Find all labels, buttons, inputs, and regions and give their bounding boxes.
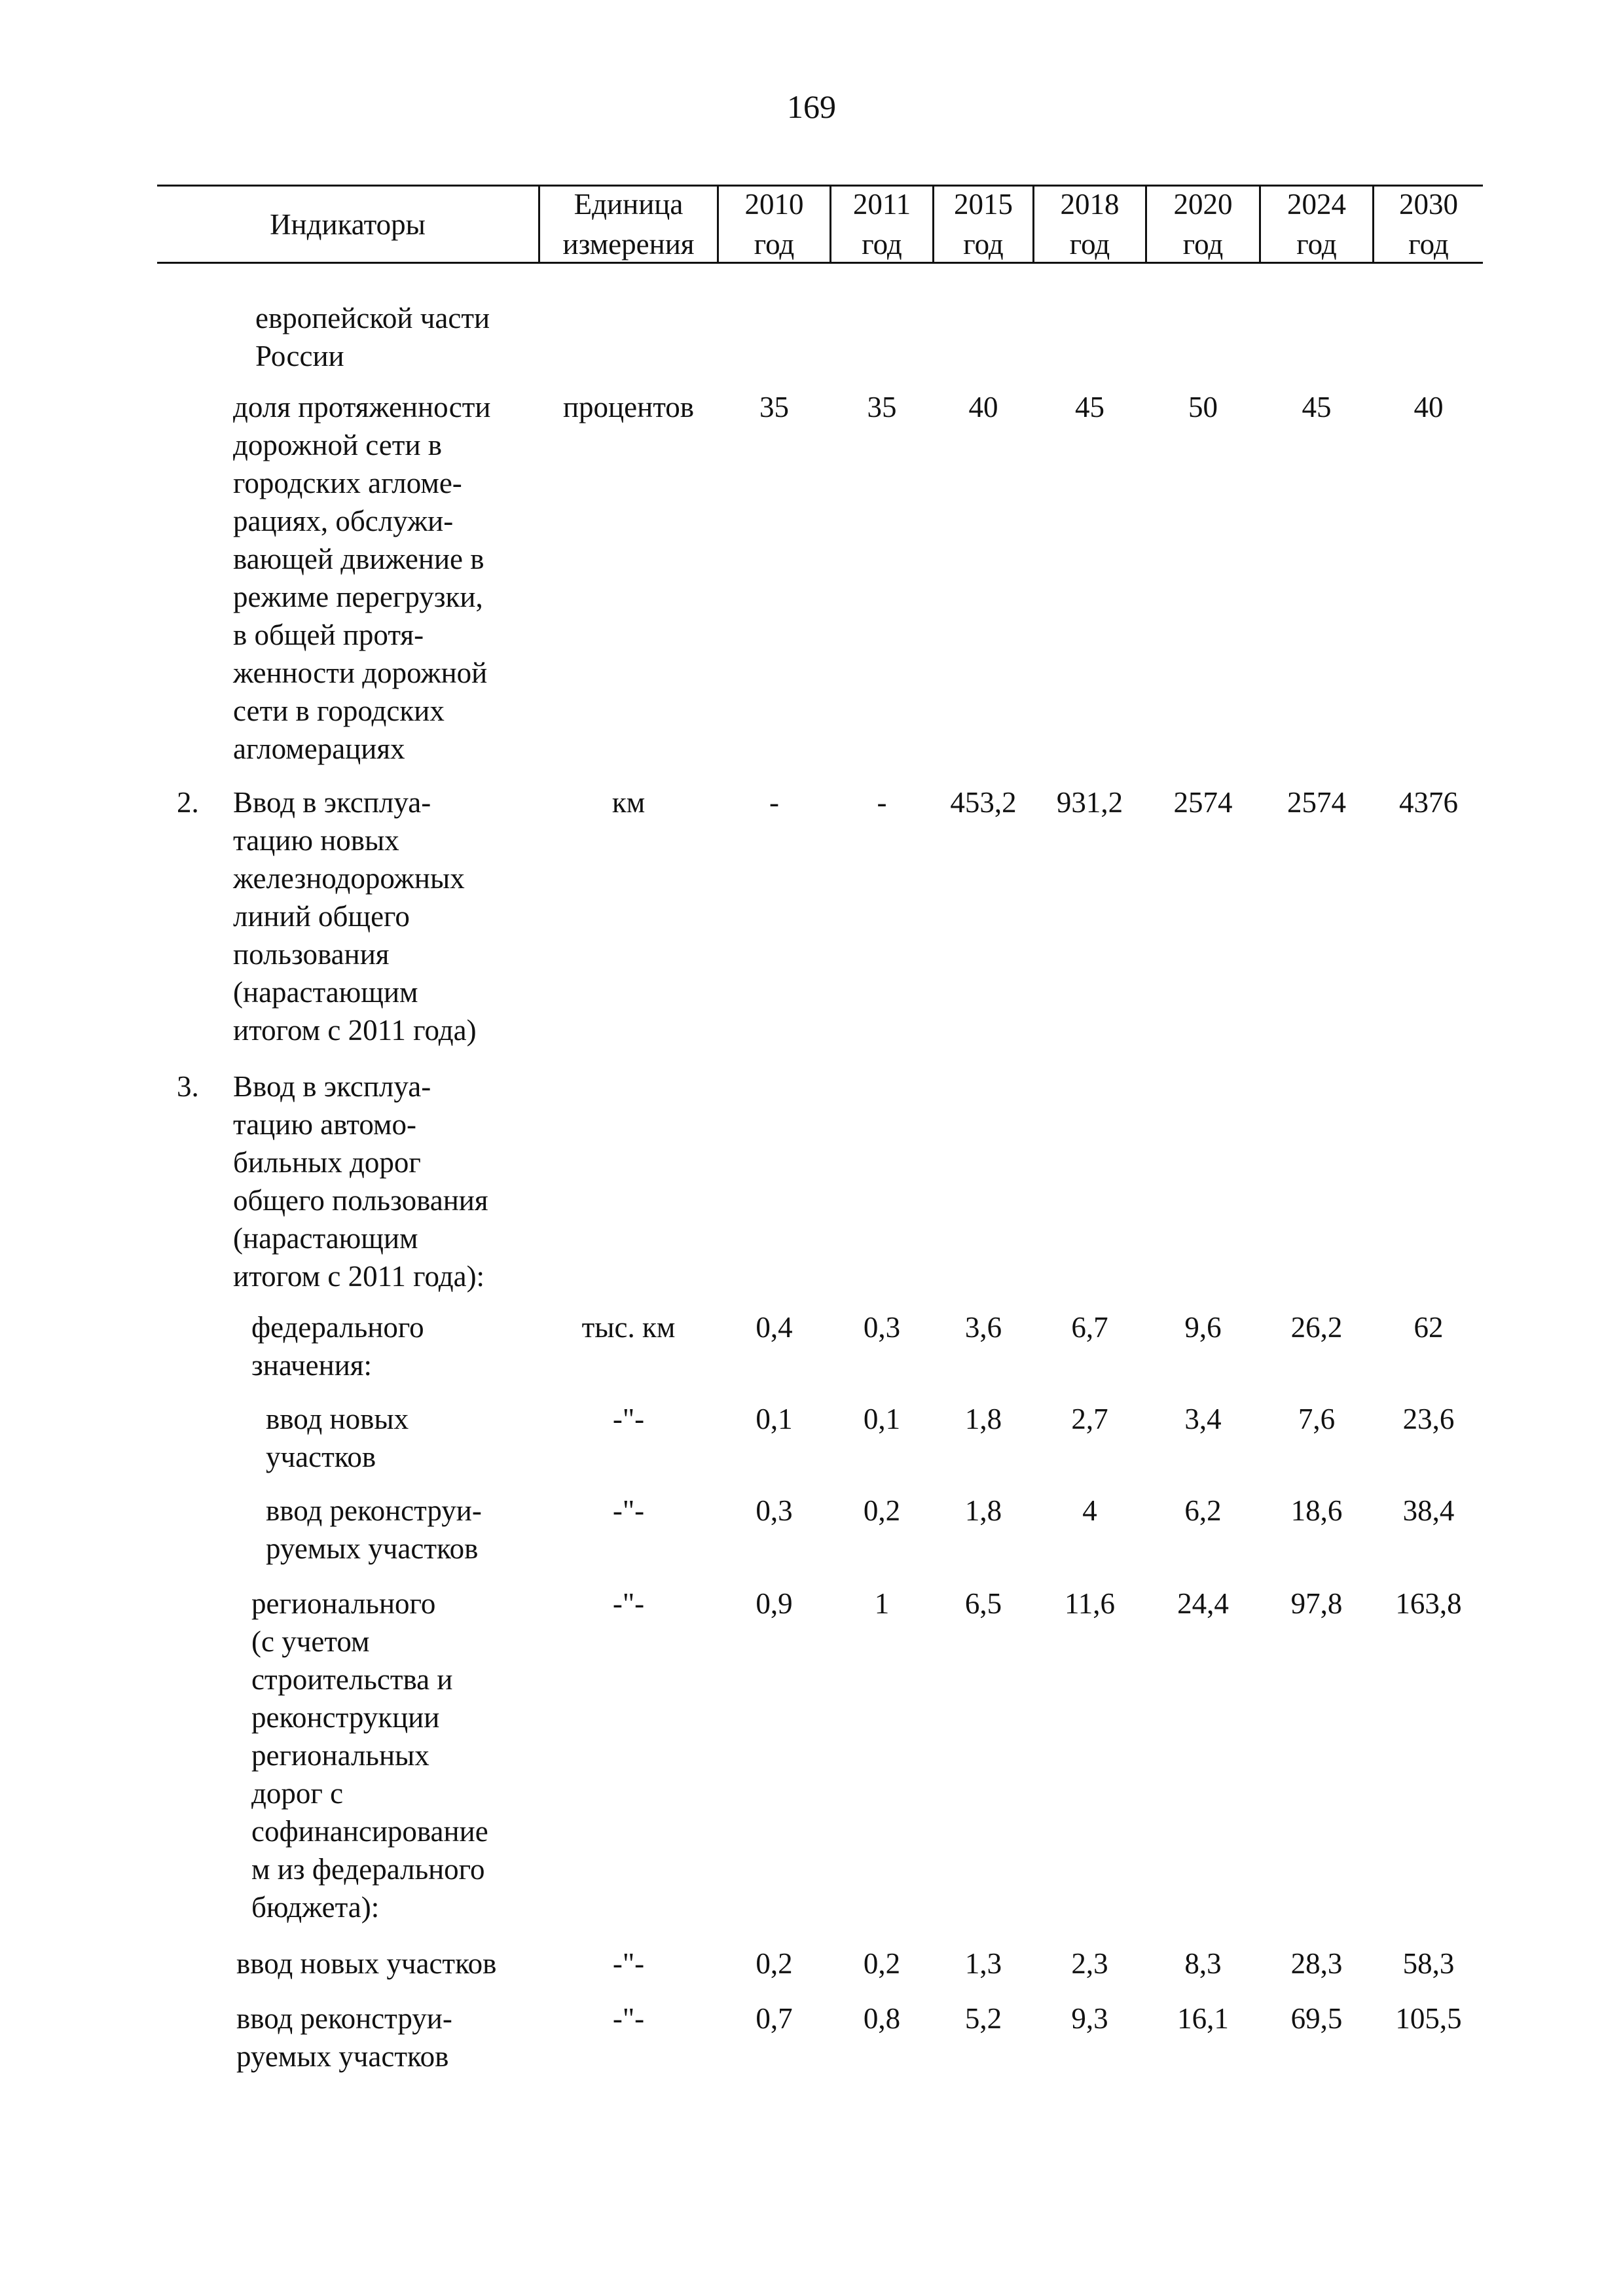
table-row-unit: тыс. км (581, 1311, 676, 1344)
table-row-label: ввод реконструи- руемых участков (266, 1494, 482, 1565)
table-cell: 8,3 (1184, 1947, 1222, 1980)
table-cell: 24,4 (1177, 1587, 1229, 1620)
table-row-label: доля протяженности дорожной сети в городских агломе- рациях, обслужи- вающей движение в режиме перегрузки, в общей протя- женности дорожной сети в городских агломерациях (233, 391, 491, 765)
table-cell: 38,4 (1402, 1494, 1455, 1527)
table-cell: 18,6 (1290, 1494, 1343, 1527)
table-cell: 0,8 (863, 2002, 901, 2035)
table-cell: 0,2 (863, 1494, 901, 1527)
table-row-number: 3. (177, 1070, 199, 1103)
table-row-label: Ввод в эксплуа- тацию автомо- бильных дорог общего пользования (нарастающим итогом с 2011 года): (233, 1070, 488, 1293)
table-row-unit: -"- (612, 2002, 645, 2035)
table-cell: 1 (874, 1587, 890, 1620)
table-row-label: ввод реконструи- руемых участков (236, 2002, 452, 2073)
table-row-label: европейской части России (255, 302, 490, 372)
table-cell: 0,3 (863, 1311, 901, 1344)
table-cell: 16,1 (1177, 2002, 1229, 2035)
table-row-unit: -"- (612, 1587, 645, 1620)
table-row-label: ввод новых участков (236, 1947, 497, 1980)
header-year: 2018 год (1060, 188, 1120, 260)
table-row-number: 2. (177, 786, 199, 819)
table-cell: 9,6 (1184, 1311, 1222, 1344)
table-cell: 4376 (1399, 786, 1458, 819)
table-cell: 0,3 (756, 1494, 793, 1527)
header-indicators: Индикаторы (270, 208, 426, 241)
table-row-unit: -"- (612, 1494, 645, 1527)
table-cell: 58,3 (1402, 1947, 1455, 1980)
table-cell: - (877, 786, 887, 819)
table-cell: 0,1 (863, 1403, 901, 1435)
table-cell: 2574 (1173, 786, 1233, 819)
table-cell: 3,4 (1184, 1403, 1222, 1435)
table-cell: 40 (1413, 391, 1444, 423)
page-number: 169 (787, 88, 836, 125)
table-row-unit: процентов (562, 391, 695, 423)
table-cell: 97,8 (1290, 1587, 1343, 1620)
table-cell: 0,9 (756, 1587, 793, 1620)
table-row-unit: км (611, 786, 646, 819)
table-cell: 163,8 (1395, 1587, 1462, 1620)
header-year: 2030 год (1399, 188, 1458, 260)
table-row-label: Ввод в эксплуа- тацию новых железнодорожных линий общего пользования (нарастающим итогом с 2011 года) (233, 786, 477, 1047)
table-row-label: ввод новых участков (266, 1403, 409, 1473)
header-year: 2020 год (1173, 188, 1233, 260)
table-row-label: федерального значения: (251, 1311, 424, 1382)
table-cell: 0,4 (756, 1311, 793, 1344)
table-cell: - (769, 786, 779, 819)
header-year: 2015 год (954, 188, 1013, 260)
table-cell: 0,2 (756, 1947, 793, 1980)
table-cell: 50 (1188, 391, 1218, 423)
table-cell: 0,7 (756, 2002, 793, 2035)
table-cell: 7,6 (1298, 1403, 1336, 1435)
table-cell: 931,2 (1056, 786, 1123, 819)
header-unit: Единица измерения (562, 188, 695, 260)
table-cell: 3,6 (964, 1311, 1002, 1344)
table-cell: 35 (867, 391, 897, 423)
table-cell: 69,5 (1290, 2002, 1343, 2035)
table-cell: 1,3 (964, 1947, 1002, 1980)
table-row-unit: -"- (612, 1403, 645, 1435)
table-cell: 2574 (1287, 786, 1346, 819)
table-cell: 26,2 (1290, 1311, 1343, 1344)
table-cell: 9,3 (1071, 2002, 1108, 2035)
table-cell: 40 (968, 391, 998, 423)
table-cell: 1,8 (964, 1403, 1002, 1435)
table-cell: 453,2 (950, 786, 1017, 819)
table-row-unit: -"- (612, 1947, 645, 1980)
table-cell: 4 (1082, 1494, 1097, 1527)
table-cell: 105,5 (1395, 2002, 1462, 2035)
table-cell: 6,7 (1071, 1311, 1108, 1344)
table-cell: 0,1 (756, 1403, 793, 1435)
header-year: 2010 год (744, 188, 804, 260)
table-cell: 35 (759, 391, 789, 423)
table-cell: 62 (1413, 1311, 1444, 1344)
table-row-label: регионального (с учетом строительства и реконструкции региональных дорог с софинансирование м из федерального бюджета): (251, 1587, 488, 1924)
table-cell: 45 (1075, 391, 1104, 423)
table-cell: 23,6 (1402, 1403, 1455, 1435)
table-cell: 28,3 (1290, 1947, 1343, 1980)
header-year: 2011 год (852, 188, 911, 260)
header-year: 2024 год (1287, 188, 1346, 260)
table-cell: 6,2 (1184, 1494, 1222, 1527)
table-cell: 11,6 (1064, 1587, 1116, 1620)
table-cell: 6,5 (964, 1587, 1002, 1620)
table-cell: 2,3 (1071, 1947, 1108, 1980)
table-cell: 5,2 (964, 2002, 1002, 2035)
table-cell: 2,7 (1071, 1403, 1108, 1435)
table-cell: 0,2 (863, 1947, 901, 1980)
table-cell: 45 (1302, 391, 1332, 423)
table-cell: 1,8 (964, 1494, 1002, 1527)
